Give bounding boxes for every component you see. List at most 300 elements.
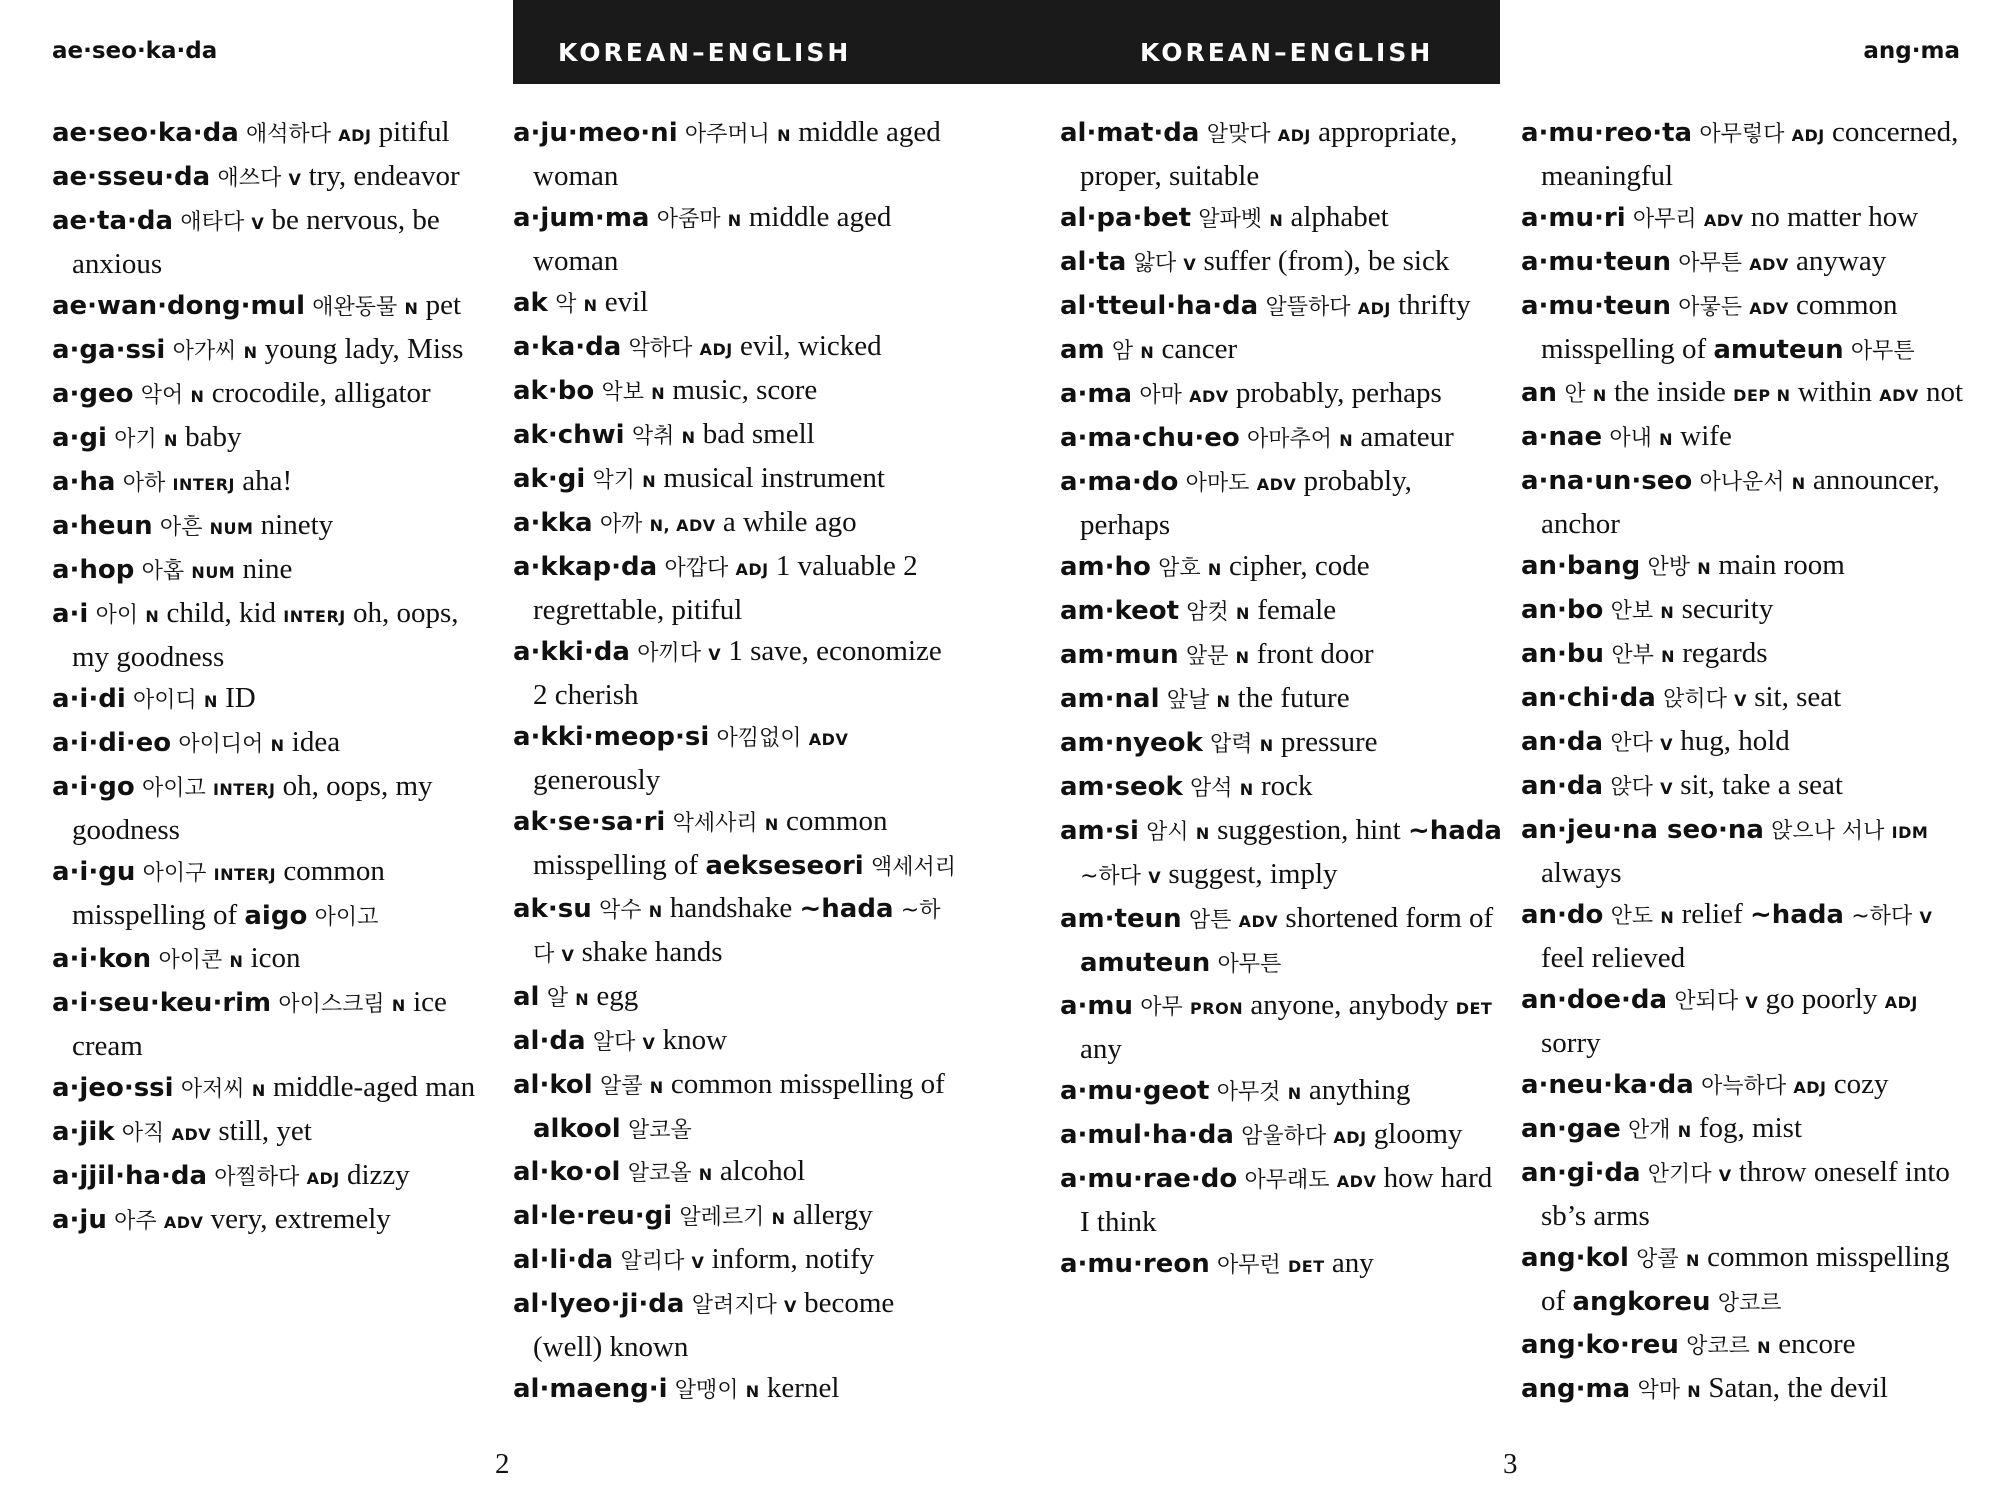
dictionary-entry (1060, 898, 1503, 985)
part-of-speech: N (1661, 647, 1675, 666)
part-of-speech: N (163, 431, 178, 450)
part-of-speech: ADV (171, 1125, 212, 1144)
korean-word: 애타다 (180, 210, 245, 235)
korean-word: 아주머니 (684, 122, 770, 147)
part-of-speech: ADV (1238, 912, 1279, 931)
dictionary-entry (513, 282, 956, 326)
derived-form: ~hada (799, 894, 894, 924)
headword: an·do (1521, 900, 1604, 930)
dictionary-entry (1060, 678, 1503, 722)
headword: a·jjil·ha·da (52, 1161, 208, 1191)
headword: a·mu·teun (1521, 247, 1671, 277)
korean-word: 아무것 (1216, 1080, 1281, 1105)
cross-reference-korean: 아무튼 (1850, 339, 1915, 364)
dictionary-entry (1521, 1152, 1964, 1237)
part-of-speech: N (1235, 648, 1250, 667)
part-of-speech: V (1660, 779, 1673, 798)
part-of-speech: N, ADV (649, 516, 716, 535)
definition: probably, perhaps (1235, 377, 1442, 409)
korean-word: 아줌마 (656, 207, 721, 232)
korean-word: 앙콜 (1636, 1247, 1679, 1272)
korean-word: 아이디어 (178, 732, 264, 757)
korean-word: 안도 (1610, 904, 1654, 929)
headword: a·mu·geot (1060, 1076, 1210, 1106)
part-of-speech: N (1259, 736, 1274, 755)
definition: middle aged woman (533, 201, 892, 277)
definition: suffer (from), be sick (1203, 245, 1450, 277)
part-of-speech: ADV (808, 730, 849, 749)
korean-word: 악수 (598, 898, 642, 923)
dictionary-entry (1060, 241, 1503, 285)
headword: a·i·go (52, 772, 135, 802)
korean-word: 악기 (592, 468, 636, 493)
headword: a·jum·ma (513, 203, 650, 233)
headword: an·bo (1521, 595, 1604, 625)
derived-form: ~hada (1749, 900, 1844, 930)
definition: front door (1256, 638, 1374, 670)
headword: a·geo (52, 379, 134, 409)
korean-word: 애완동물 (312, 295, 398, 320)
headword: a·kki·meop·si (513, 722, 710, 752)
headword: ak·bo (513, 376, 595, 406)
definition: become (well) known (533, 1287, 895, 1363)
korean-word: 알콜 (599, 1074, 643, 1099)
definition: suggestion, hint (1217, 814, 1401, 846)
part-of-speech: N (681, 428, 696, 447)
part-of-speech: ADV (1336, 1172, 1377, 1191)
dictionary-entry (1060, 329, 1503, 373)
definition: evil (604, 286, 649, 318)
dictionary-entry (1521, 1237, 1964, 1324)
headword: ak·gi (513, 464, 586, 494)
definition: a while ago (722, 506, 857, 538)
dictionary-entry (513, 326, 956, 370)
definition: anyone, anybody (1250, 989, 1449, 1021)
dictionary-entry (1521, 894, 1964, 979)
part-of-speech: ADV (1703, 211, 1744, 230)
definition: idea (291, 726, 341, 758)
korean-word: 아낌없이 (716, 726, 802, 751)
cross-reference: aekseseori (705, 851, 864, 881)
dictionary-entry (513, 631, 956, 716)
dictionary-entry (1521, 416, 1964, 460)
dictionary-entry (513, 1195, 956, 1239)
part-of-speech: N (1269, 211, 1284, 230)
headword: a·ma·do (1060, 467, 1179, 497)
korean-word: 아무렇다 (1699, 122, 1785, 147)
dictionary-entry (52, 112, 495, 156)
dictionary-entry (513, 546, 956, 631)
korean-word: 알다 (592, 1030, 636, 1055)
part-of-speech: INTERJ (212, 780, 276, 799)
definition: gloomy (1373, 1118, 1463, 1150)
dictionary-entry (513, 716, 956, 801)
korean-word: 아기 (114, 427, 157, 452)
dictionary-entry (1060, 590, 1503, 634)
part-of-speech: V (288, 170, 302, 189)
part-of-speech: V (783, 1297, 797, 1316)
part-of-speech: PRON (1190, 999, 1244, 1018)
definition: Satan, the devil (1708, 1372, 1888, 1404)
headword: al·le·reu·gi (513, 1201, 673, 1231)
korean-word: 암시 (1146, 820, 1189, 845)
headword: ae·ta·da (52, 206, 174, 236)
part-of-speech: INTERJ (172, 475, 235, 494)
korean-word: 알맹이 (674, 1378, 739, 1403)
dictionary-entry (513, 888, 956, 976)
part-of-speech: ADJ (306, 1169, 340, 1188)
headword: al·da (513, 1026, 586, 1056)
korean-word: 아하 (122, 471, 166, 496)
korean-word: 아무래도 (1244, 1168, 1330, 1193)
definition: egg (596, 980, 639, 1012)
definition: allergy (792, 1199, 873, 1231)
dictionary-entry (1060, 373, 1503, 417)
part-of-speech: N (190, 387, 205, 406)
part-of-speech: ADV (163, 1213, 204, 1232)
definition: fog, mist (1698, 1112, 1803, 1144)
dictionary-entry (52, 285, 495, 329)
dictionary-entry (52, 678, 495, 722)
korean-word: 암컷 (1186, 600, 1229, 625)
headword: an·chi·da (1521, 683, 1656, 713)
korean-word: 애석하다 (246, 122, 332, 147)
korean-word: 악 (555, 292, 577, 317)
dictionary-entry (1521, 589, 1964, 633)
korean-word: 악하다 (628, 336, 693, 361)
korean-word: 아이구 (142, 861, 207, 886)
headword: an·gi·da (1521, 1158, 1641, 1188)
right-banner-title: KOREAN–ENGLISH (1140, 38, 1434, 67)
korean-word: 아이고 (141, 776, 206, 801)
cross-reference: aigo (244, 901, 308, 931)
part-of-speech: DET (1455, 999, 1493, 1018)
korean-word: 알려지다 (691, 1293, 777, 1318)
korean-word: 안방 (1647, 555, 1690, 580)
headword: an·bang (1521, 551, 1641, 581)
part-of-speech: N (1757, 1338, 1771, 1357)
headword: ae·sseu·da (52, 162, 211, 192)
dictionary-entry (52, 851, 495, 938)
part-of-speech: V (251, 214, 265, 233)
korean-word: 아늑하다 (1701, 1074, 1787, 1099)
part-of-speech: N (1287, 1084, 1302, 1103)
derived-form-korean: ~하다 (1080, 864, 1141, 889)
header-banner (513, 0, 1500, 84)
headword: a·i·gu (52, 857, 136, 887)
korean-word: 알리다 (620, 1249, 685, 1274)
korean-word: 아마도 (1185, 471, 1250, 496)
derived-form-korean: ~하다 (1851, 904, 1913, 929)
dictionary-entry (1521, 979, 1964, 1064)
definition: middle aged woman (533, 116, 941, 192)
korean-word: 안개 (1627, 1118, 1671, 1143)
part-of-speech: N (764, 815, 779, 834)
dictionary-column-2 (513, 112, 956, 1442)
korean-word: 아무리 (1632, 207, 1697, 232)
part-of-speech: ADJ (1333, 1128, 1367, 1147)
definition: security (1681, 593, 1774, 625)
headword: a·jik (52, 1117, 115, 1147)
dictionary-entry (52, 417, 495, 461)
dictionary-entry (52, 1199, 495, 1243)
part-of-speech: ADJ (1357, 299, 1391, 318)
headword: ang·ko·reu (1521, 1330, 1679, 1360)
part-of-speech: N (229, 952, 244, 971)
definition: wife (1680, 420, 1732, 452)
headword: a·nae (1521, 422, 1603, 452)
headword: a·i·di (52, 684, 126, 714)
headword: a·kki·da (513, 637, 630, 667)
headword: an·da (1521, 727, 1604, 757)
definition: kernel (766, 1372, 840, 1404)
definition: alphabet (1290, 201, 1389, 233)
dictionary-entry (1521, 545, 1964, 589)
definition: ice cream (72, 986, 447, 1062)
definition: thrifty (1398, 289, 1471, 321)
dictionary-entry (1521, 372, 1964, 416)
headword: a·i·kon (52, 944, 152, 974)
dictionary-entry (513, 1368, 956, 1412)
definition: cozy (1833, 1068, 1889, 1100)
part-of-speech: N (727, 211, 742, 230)
part-of-speech: IDM (1891, 823, 1929, 842)
korean-word: 아끼다 (637, 641, 701, 666)
part-of-speech: N (1660, 908, 1675, 927)
definition: the inside (1613, 376, 1726, 408)
dictionary-entry (52, 938, 495, 982)
dictionary-entry (52, 505, 495, 549)
definition: announcer, anchor (1541, 464, 1940, 540)
headword: ae·wan·dong·mul (52, 291, 305, 321)
dictionary-entry (1060, 197, 1503, 241)
korean-word: 앉히다 (1663, 687, 1727, 712)
headword: al·maeng·i (513, 1374, 668, 1404)
definition: suggest, imply (1168, 858, 1338, 890)
korean-word: 앞날 (1166, 688, 1210, 713)
korean-word: 암튼 (1188, 908, 1232, 933)
dictionary-entry (513, 1239, 956, 1283)
headword: an (1521, 378, 1558, 408)
definition: amateur (1360, 421, 1454, 453)
headword: ae·seo·ka·da (52, 118, 239, 148)
part-of-speech: DEP N (1733, 386, 1791, 405)
cross-reference: angkoreu (1572, 1287, 1711, 1317)
korean-word: 아주 (114, 1209, 157, 1234)
definition: very, extremely (210, 1203, 391, 1235)
headword: am·ho (1060, 552, 1151, 582)
headword: al·kol (513, 1070, 593, 1100)
part-of-speech: N (404, 299, 419, 318)
dictionary-entry (513, 414, 956, 458)
dictionary-column-1 (52, 112, 495, 1442)
dictionary-entry (1060, 546, 1503, 590)
definition: appropriate, proper, suitable (1080, 116, 1458, 192)
part-of-speech: N (1687, 1382, 1702, 1401)
definition: shortened form of (1285, 902, 1494, 934)
part-of-speech: N (1140, 343, 1155, 362)
headword: am·nyeok (1060, 728, 1203, 758)
korean-word: 암 (1111, 339, 1134, 364)
headword: am·seok (1060, 772, 1183, 802)
korean-word: 악어 (140, 383, 184, 408)
definition: try, endeavor (308, 160, 460, 192)
definition: feel relieved (1541, 942, 1686, 974)
definition: alcohol (719, 1155, 806, 1187)
part-of-speech: ADV (1256, 475, 1297, 494)
korean-word: 애쓰다 (217, 166, 282, 191)
definition: sit, take a seat (1680, 769, 1843, 801)
headword: a·i (52, 599, 89, 629)
right-guide-word: ang·ma (1863, 38, 1960, 64)
headword: a·neu·ka·da (1521, 1070, 1694, 1100)
definition: crocodile, alligator (211, 377, 431, 409)
dictionary-entry (513, 976, 956, 1020)
definition: ninety (260, 509, 334, 541)
part-of-speech: V (708, 645, 722, 664)
korean-word: 앉다 (1610, 775, 1653, 800)
headword: a·i·seu·keu·rim (52, 988, 272, 1018)
definition: nine (242, 553, 293, 585)
korean-word: 안다 (1610, 731, 1653, 756)
dictionary-entry (1060, 1243, 1503, 1287)
korean-word: 안부 (1611, 643, 1654, 668)
headword: a·ju (52, 1205, 107, 1235)
definition: any (1331, 1247, 1374, 1279)
definition: how hard I think (1080, 1162, 1493, 1238)
definition: go poorly (1765, 983, 1878, 1015)
headword: a·i·di·eo (52, 728, 172, 758)
page-number-right: 3 (1503, 1448, 1518, 1480)
dictionary-entry (513, 1151, 956, 1195)
dictionary-entry (1521, 1324, 1964, 1368)
part-of-speech: ADV (1749, 299, 1789, 318)
part-of-speech: NUM (191, 563, 236, 582)
left-guide-word: ae·seo·ka·da (52, 38, 218, 64)
cross-reference-korean: 아이고 (314, 905, 379, 930)
korean-word: 아나운서 (1699, 470, 1785, 495)
korean-word: 아이디 (132, 688, 197, 713)
korean-word: 아가씨 (172, 339, 237, 364)
definition: no matter how (1750, 201, 1919, 233)
korean-word: 아홉 (141, 559, 185, 584)
part-of-speech: N (649, 1078, 664, 1097)
headword: al (513, 982, 540, 1012)
dictionary-entry (1521, 285, 1964, 372)
part-of-speech: ADJ (1793, 1078, 1827, 1097)
headword: an·jeu·na seo·na (1521, 815, 1764, 845)
korean-word: 아마추어 (1247, 427, 1333, 452)
definition: be nervous, be anxious (72, 204, 440, 280)
dictionary-entry (52, 461, 495, 505)
dictionary-entry (52, 766, 495, 851)
definition: common misspelling of (1541, 289, 1898, 365)
definition: musical instrument (663, 462, 885, 494)
headword: ak·chwi (513, 420, 625, 450)
dictionary-entry (1521, 197, 1964, 241)
headword: am·nal (1060, 684, 1160, 714)
korean-word: 아저씨 (180, 1077, 245, 1102)
part-of-speech: N (698, 1165, 713, 1184)
headword: a·jeo·ssi (52, 1073, 174, 1103)
part-of-speech: N (575, 990, 590, 1009)
part-of-speech: N (1677, 1122, 1692, 1141)
dictionary-entry (1060, 810, 1503, 898)
part-of-speech: N (204, 692, 218, 711)
definition: pet (425, 289, 462, 321)
korean-word: 알파벳 (1198, 207, 1263, 232)
headword: al·mat·da (1060, 118, 1200, 148)
part-of-speech: ADV (1189, 387, 1229, 406)
korean-word: 암호 (1158, 556, 1201, 581)
left-banner-title: KOREAN–ENGLISH (558, 38, 852, 67)
dictionary-entry (513, 458, 956, 502)
korean-word: 아무 (1140, 995, 1183, 1020)
dictionary-entry (513, 502, 956, 546)
headword: a·ka·da (513, 332, 622, 362)
headword: al·ta (1060, 247, 1127, 277)
definition: know (662, 1024, 728, 1056)
part-of-speech: V (1919, 908, 1933, 927)
dictionary-entry (1521, 677, 1964, 721)
dictionary-entry (513, 1283, 956, 1368)
korean-word: 앙코르 (1686, 1334, 1750, 1359)
headword: a·heun (52, 511, 153, 541)
korean-word: 악세사리 (672, 811, 758, 836)
headword: a·gi (52, 423, 107, 453)
definition: pitiful (378, 116, 450, 148)
part-of-speech: N (1659, 430, 1674, 449)
part-of-speech: N (1339, 431, 1354, 450)
definition: rock (1260, 770, 1313, 802)
dictionary-entry (1521, 765, 1964, 809)
part-of-speech: DET (1288, 1257, 1325, 1276)
definition: throw oneself into sb’s arms (1541, 1156, 1950, 1232)
part-of-speech: N (648, 902, 663, 921)
dictionary-entry (1521, 809, 1964, 894)
dictionary-entry (513, 370, 956, 414)
korean-word: 아마 (1139, 383, 1182, 408)
definition: cipher, code (1229, 550, 1370, 582)
definition: oh, oops, my goodness (72, 770, 433, 846)
dictionary-entry (52, 1155, 495, 1199)
headword: a·kkap·da (513, 552, 658, 582)
part-of-speech: N (1207, 560, 1222, 579)
definition: encore (1778, 1328, 1856, 1360)
part-of-speech: N (145, 607, 160, 626)
korean-word: 아내 (1609, 426, 1652, 451)
korean-word: 알레르기 (679, 1205, 765, 1230)
headword: a·mul·ha·da (1060, 1120, 1234, 1150)
definition: child, kid (166, 597, 277, 629)
headword: a·ha (52, 467, 116, 497)
definition: pressure (1280, 726, 1378, 758)
dictionary-entry (1521, 721, 1964, 765)
dictionary-entry (1521, 241, 1964, 285)
headword: a·na·un·seo (1521, 466, 1693, 496)
headword: ak·se·sa·ri (513, 807, 666, 837)
definition: evil, wicked (739, 330, 882, 362)
korean-word: 아까 (599, 512, 643, 537)
dictionary-entry (513, 197, 956, 282)
dictionary-entry (52, 1067, 495, 1111)
korean-word: 안보 (1610, 599, 1654, 624)
dictionary-entry (1521, 633, 1964, 677)
headword: al·pa·bet (1060, 203, 1192, 233)
definition: young lady, Miss (264, 333, 464, 365)
headword: a·mu·reo·ta (1521, 118, 1693, 148)
korean-word: 아이 (95, 603, 139, 628)
